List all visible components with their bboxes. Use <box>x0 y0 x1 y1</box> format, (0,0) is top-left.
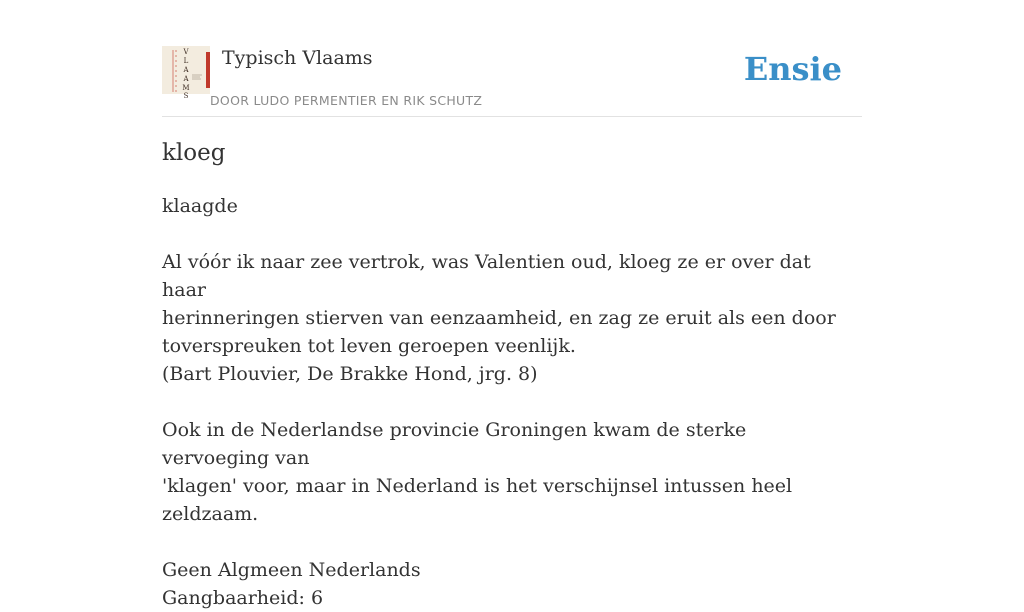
quote-line: herinneringen stierven van eenzaamheid, en zag ze eruit als een door <box>162 307 836 329</box>
book-cover-art <box>162 46 210 100</box>
book-cover-image[interactable] <box>162 46 210 100</box>
citation-text: (Bart Plouvier, De Brakke Hond, jrg. 8) <box>162 363 538 385</box>
note-line: Ook in de Nederlandse provincie Groningen kwam de sterke vervoeging van <box>162 419 747 469</box>
meta-line: Geen Algmeen Nederlands <box>162 559 421 581</box>
definition-text: klaagde <box>162 195 238 217</box>
site-header <box>162 46 862 117</box>
cover-letter: M <box>182 84 190 92</box>
spacer <box>162 528 842 556</box>
spacer <box>162 220 842 248</box>
cover-letter: L <box>183 57 189 65</box>
quote-line: Al vóór ik naar zee vertrok, was Valentien oud, kloeg ze er over dat haar <box>162 251 811 301</box>
cover-letter: A <box>183 66 189 74</box>
cover-letter: S <box>183 92 189 100</box>
spacer <box>162 388 842 416</box>
author-byline: DOOR LUDO PERMENTIER EN RIK SCHUTZ <box>210 93 483 108</box>
cover-letter: V <box>183 48 189 56</box>
ensie-logo[interactable]: Ensie <box>743 50 842 88</box>
meta-line: Gangbaarheid: 6 <box>162 587 324 609</box>
entry-body <box>162 192 842 612</box>
note-line: 'klagen' voor, maar in Nederland is het verschijnsel intussen heel zeldzaam. <box>162 475 793 525</box>
quote-line: toverspreuken tot leven geroepen veenlijk. <box>162 335 576 357</box>
cover-letter: A <box>183 75 189 83</box>
entry-title: kloeg <box>162 140 226 166</box>
site-name[interactable]: Typisch Vlaams <box>222 47 373 69</box>
